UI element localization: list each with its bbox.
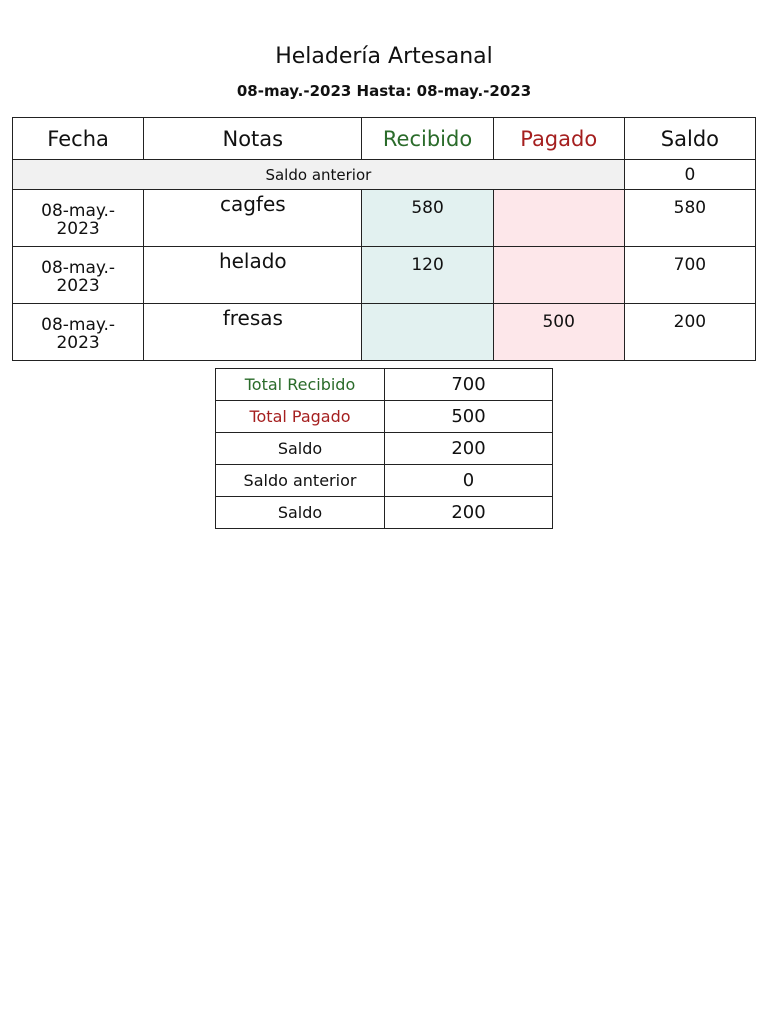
row-paid bbox=[493, 247, 624, 304]
row-paid bbox=[493, 190, 624, 247]
row-date: 08-may.- 2023 bbox=[13, 190, 144, 247]
summary-row bbox=[216, 497, 553, 529]
summary-value-total-received: 700 bbox=[385, 369, 553, 401]
column-header-notas: Notas bbox=[144, 118, 362, 160]
date-range: 08-may.-2023 Hasta: 08-may.-2023 bbox=[236, 82, 532, 100]
column-header-saldo: Saldo bbox=[624, 118, 755, 160]
summary-row bbox=[216, 401, 553, 433]
row-balance: 700 bbox=[624, 247, 755, 304]
table-row bbox=[13, 304, 756, 361]
summary-value-total-paid: 500 bbox=[385, 401, 553, 433]
summary-row bbox=[216, 465, 553, 497]
summary-table bbox=[215, 368, 553, 529]
row-received bbox=[362, 304, 493, 361]
summary-value-final-balance: 200 bbox=[385, 497, 553, 529]
ledger-table bbox=[12, 117, 756, 361]
row-note: helado bbox=[144, 247, 362, 304]
previous-balance-row bbox=[13, 160, 756, 190]
row-note: fresas bbox=[144, 304, 362, 361]
row-date: 08-may.- 2023 bbox=[13, 247, 144, 304]
report-title: Heladería Artesanal bbox=[275, 44, 493, 69]
summary-label-balance: Saldo bbox=[216, 433, 385, 465]
summary-value-previous-balance: 0 bbox=[385, 465, 553, 497]
summary-value-balance: 200 bbox=[385, 433, 553, 465]
previous-balance-value: 0 bbox=[624, 160, 755, 190]
summary-label-total-paid: Total Pagado bbox=[216, 401, 385, 433]
row-paid: 500 bbox=[493, 304, 624, 361]
ledger-header-row bbox=[13, 118, 756, 160]
summary-label-final-balance: Saldo bbox=[216, 497, 385, 529]
table-row bbox=[13, 190, 756, 247]
previous-balance-label: Saldo anterior bbox=[13, 160, 625, 190]
row-received: 580 bbox=[362, 190, 493, 247]
row-balance: 200 bbox=[624, 304, 755, 361]
summary-row bbox=[216, 433, 553, 465]
column-header-fecha: Fecha bbox=[13, 118, 144, 160]
row-note: cagfes bbox=[144, 190, 362, 247]
column-header-pagado: Pagado bbox=[493, 118, 624, 160]
column-header-recibido: Recibido bbox=[362, 118, 493, 160]
row-balance: 580 bbox=[624, 190, 755, 247]
summary-label-total-received: Total Recibido bbox=[216, 369, 385, 401]
row-date: 08-may.- 2023 bbox=[13, 304, 144, 361]
summary-row bbox=[216, 369, 553, 401]
row-received: 120 bbox=[362, 247, 493, 304]
table-row bbox=[13, 247, 756, 304]
summary-label-previous-balance: Saldo anterior bbox=[216, 465, 385, 497]
